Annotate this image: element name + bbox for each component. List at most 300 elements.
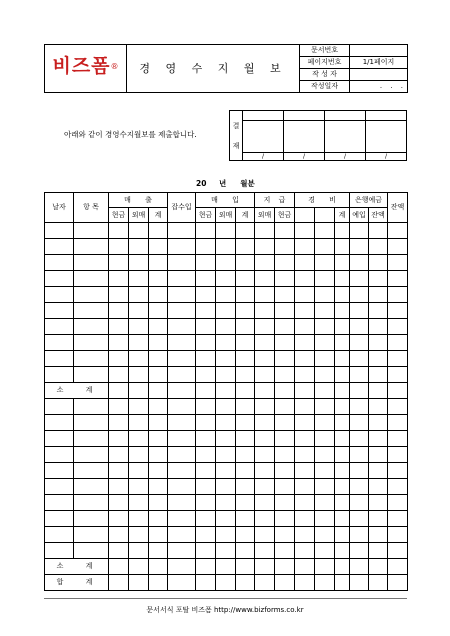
table-cell[interactable] bbox=[255, 431, 275, 447]
table-cell[interactable] bbox=[196, 255, 216, 271]
table-cell[interactable] bbox=[315, 367, 335, 383]
table-cell[interactable] bbox=[45, 415, 74, 431]
table-cell[interactable] bbox=[275, 303, 295, 319]
table-cell[interactable] bbox=[109, 367, 129, 383]
table-cell[interactable] bbox=[45, 463, 74, 479]
table-cell[interactable] bbox=[109, 223, 129, 239]
table-cell[interactable] bbox=[335, 447, 350, 463]
table-cell[interactable] bbox=[350, 319, 369, 335]
table-cell[interactable] bbox=[388, 223, 408, 239]
table-cell[interactable] bbox=[74, 287, 109, 303]
table-cell[interactable] bbox=[236, 287, 255, 303]
author-field[interactable] bbox=[350, 69, 408, 81]
table-cell[interactable] bbox=[388, 511, 408, 527]
table-cell[interactable] bbox=[255, 239, 275, 255]
table-cell[interactable] bbox=[45, 399, 74, 415]
table-cell[interactable] bbox=[388, 575, 408, 591]
table-cell[interactable] bbox=[388, 239, 408, 255]
table-cell[interactable] bbox=[45, 479, 74, 495]
table-cell[interactable] bbox=[388, 527, 408, 543]
table-cell[interactable] bbox=[149, 463, 168, 479]
table-cell[interactable] bbox=[196, 303, 216, 319]
table-cell[interactable] bbox=[255, 447, 275, 463]
table-cell[interactable] bbox=[236, 575, 255, 591]
table-cell[interactable] bbox=[388, 303, 408, 319]
table-cell[interactable] bbox=[196, 351, 216, 367]
table-cell[interactable] bbox=[388, 271, 408, 287]
table-cell[interactable] bbox=[129, 351, 149, 367]
table-cell[interactable] bbox=[149, 271, 168, 287]
table-cell[interactable] bbox=[295, 527, 315, 543]
table-cell[interactable] bbox=[74, 415, 109, 431]
doc-no-field[interactable] bbox=[350, 45, 408, 57]
table-cell[interactable] bbox=[74, 271, 109, 287]
table-cell[interactable] bbox=[350, 335, 369, 351]
table-cell[interactable] bbox=[369, 447, 388, 463]
table-cell[interactable] bbox=[295, 559, 315, 575]
table-cell[interactable] bbox=[129, 527, 149, 543]
table-cell[interactable] bbox=[149, 431, 168, 447]
table-cell[interactable] bbox=[74, 239, 109, 255]
table-cell[interactable] bbox=[196, 287, 216, 303]
table-cell[interactable] bbox=[255, 399, 275, 415]
table-cell[interactable] bbox=[236, 399, 255, 415]
table-cell[interactable] bbox=[315, 335, 335, 351]
table-cell[interactable] bbox=[74, 255, 109, 271]
table-cell[interactable] bbox=[45, 287, 74, 303]
table-cell[interactable] bbox=[388, 399, 408, 415]
table-cell[interactable] bbox=[295, 447, 315, 463]
table-cell[interactable] bbox=[196, 511, 216, 527]
table-cell[interactable] bbox=[350, 415, 369, 431]
table-cell[interactable] bbox=[350, 287, 369, 303]
table-cell[interactable] bbox=[216, 431, 236, 447]
approver-title-cell[interactable] bbox=[366, 111, 407, 121]
table-cell[interactable] bbox=[109, 271, 129, 287]
table-cell[interactable] bbox=[168, 479, 196, 495]
table-cell[interactable] bbox=[216, 255, 236, 271]
table-cell[interactable] bbox=[216, 559, 236, 575]
table-cell[interactable] bbox=[74, 335, 109, 351]
table-cell[interactable] bbox=[350, 239, 369, 255]
table-cell[interactable] bbox=[129, 319, 149, 335]
table-cell[interactable] bbox=[350, 431, 369, 447]
table-cell[interactable] bbox=[168, 543, 196, 559]
table-cell[interactable] bbox=[335, 367, 350, 383]
table-cell[interactable] bbox=[129, 255, 149, 271]
table-cell[interactable] bbox=[388, 367, 408, 383]
table-cell[interactable] bbox=[388, 479, 408, 495]
table-cell[interactable] bbox=[335, 495, 350, 511]
table-cell[interactable] bbox=[216, 271, 236, 287]
table-cell[interactable] bbox=[168, 575, 196, 591]
table-cell[interactable] bbox=[369, 271, 388, 287]
table-cell[interactable] bbox=[129, 543, 149, 559]
table-cell[interactable] bbox=[196, 319, 216, 335]
table-cell[interactable] bbox=[196, 335, 216, 351]
table-cell[interactable] bbox=[388, 559, 408, 575]
table-cell[interactable] bbox=[74, 511, 109, 527]
table-cell[interactable] bbox=[315, 431, 335, 447]
table-cell[interactable] bbox=[350, 495, 369, 511]
table-cell[interactable] bbox=[45, 351, 74, 367]
table-cell[interactable] bbox=[295, 319, 315, 335]
table-cell[interactable] bbox=[295, 271, 315, 287]
table-cell[interactable] bbox=[255, 527, 275, 543]
table-cell[interactable] bbox=[335, 575, 350, 591]
table-cell[interactable] bbox=[350, 543, 369, 559]
table-cell[interactable] bbox=[369, 479, 388, 495]
table-cell[interactable] bbox=[295, 383, 315, 399]
table-cell[interactable] bbox=[350, 511, 369, 527]
signature-cell[interactable] bbox=[284, 121, 325, 153]
table-cell[interactable] bbox=[369, 255, 388, 271]
table-cell[interactable] bbox=[216, 383, 236, 399]
table-cell[interactable] bbox=[196, 431, 216, 447]
table-cell[interactable] bbox=[168, 463, 196, 479]
table-cell[interactable] bbox=[388, 463, 408, 479]
table-cell[interactable] bbox=[369, 287, 388, 303]
table-cell[interactable] bbox=[315, 319, 335, 335]
table-cell[interactable] bbox=[388, 319, 408, 335]
table-cell[interactable] bbox=[149, 367, 168, 383]
table-cell[interactable] bbox=[369, 351, 388, 367]
table-cell[interactable] bbox=[74, 351, 109, 367]
table-cell[interactable] bbox=[295, 431, 315, 447]
table-cell[interactable] bbox=[129, 575, 149, 591]
table-cell[interactable] bbox=[255, 271, 275, 287]
table-cell[interactable] bbox=[216, 479, 236, 495]
table-cell[interactable] bbox=[275, 543, 295, 559]
table-cell[interactable] bbox=[149, 351, 168, 367]
table-cell[interactable] bbox=[335, 463, 350, 479]
table-cell[interactable] bbox=[149, 303, 168, 319]
table-cell[interactable] bbox=[236, 511, 255, 527]
table-cell[interactable] bbox=[335, 511, 350, 527]
table-cell[interactable] bbox=[335, 223, 350, 239]
table-cell[interactable] bbox=[350, 367, 369, 383]
table-cell[interactable] bbox=[129, 495, 149, 511]
table-cell[interactable] bbox=[388, 287, 408, 303]
table-cell[interactable] bbox=[74, 479, 109, 495]
table-cell[interactable] bbox=[149, 255, 168, 271]
table-cell[interactable] bbox=[149, 559, 168, 575]
table-cell[interactable] bbox=[369, 383, 388, 399]
table-cell[interactable] bbox=[129, 287, 149, 303]
table-cell[interactable] bbox=[255, 223, 275, 239]
table-cell[interactable] bbox=[45, 319, 74, 335]
table-cell[interactable] bbox=[168, 335, 196, 351]
table-cell[interactable] bbox=[196, 527, 216, 543]
table-cell[interactable] bbox=[45, 543, 74, 559]
table-cell[interactable] bbox=[369, 559, 388, 575]
table-cell[interactable] bbox=[335, 399, 350, 415]
table-cell[interactable] bbox=[255, 303, 275, 319]
table-cell[interactable] bbox=[45, 335, 74, 351]
table-cell[interactable] bbox=[196, 271, 216, 287]
approver-title-cell[interactable] bbox=[325, 111, 366, 121]
table-cell[interactable] bbox=[369, 527, 388, 543]
table-cell[interactable] bbox=[315, 463, 335, 479]
table-cell[interactable] bbox=[149, 287, 168, 303]
table-cell[interactable] bbox=[45, 367, 74, 383]
table-cell[interactable] bbox=[369, 543, 388, 559]
table-cell[interactable] bbox=[275, 287, 295, 303]
table-cell[interactable] bbox=[315, 255, 335, 271]
table-cell[interactable] bbox=[109, 511, 129, 527]
table-cell[interactable] bbox=[335, 287, 350, 303]
table-cell[interactable] bbox=[236, 527, 255, 543]
table-cell[interactable] bbox=[295, 351, 315, 367]
table-cell[interactable] bbox=[129, 303, 149, 319]
table-cell[interactable] bbox=[350, 383, 369, 399]
table-cell[interactable] bbox=[149, 527, 168, 543]
table-cell[interactable] bbox=[236, 383, 255, 399]
table-cell[interactable] bbox=[216, 223, 236, 239]
table-cell[interactable] bbox=[369, 415, 388, 431]
table-cell[interactable] bbox=[109, 447, 129, 463]
table-cell[interactable] bbox=[216, 367, 236, 383]
table-cell[interactable] bbox=[109, 303, 129, 319]
table-cell[interactable] bbox=[255, 415, 275, 431]
table-cell[interactable] bbox=[109, 255, 129, 271]
signature-cell[interactable] bbox=[366, 121, 407, 153]
table-cell[interactable] bbox=[196, 463, 216, 479]
table-cell[interactable] bbox=[315, 239, 335, 255]
table-cell[interactable] bbox=[369, 239, 388, 255]
table-cell[interactable] bbox=[216, 495, 236, 511]
table-cell[interactable] bbox=[315, 271, 335, 287]
table-cell[interactable] bbox=[196, 399, 216, 415]
table-cell[interactable] bbox=[275, 447, 295, 463]
table-cell[interactable] bbox=[295, 543, 315, 559]
table-cell[interactable] bbox=[168, 255, 196, 271]
table-cell[interactable] bbox=[275, 415, 295, 431]
table-cell[interactable] bbox=[196, 575, 216, 591]
table-cell[interactable] bbox=[275, 479, 295, 495]
table-cell[interactable] bbox=[350, 399, 369, 415]
table-cell[interactable] bbox=[335, 431, 350, 447]
table-cell[interactable] bbox=[295, 255, 315, 271]
table-cell[interactable] bbox=[74, 463, 109, 479]
table-cell[interactable] bbox=[236, 255, 255, 271]
page-no-field[interactable]: 1/1페이지 bbox=[350, 57, 408, 69]
table-cell[interactable] bbox=[255, 367, 275, 383]
table-cell[interactable] bbox=[149, 239, 168, 255]
table-cell[interactable] bbox=[350, 351, 369, 367]
table-cell[interactable] bbox=[315, 527, 335, 543]
table-cell[interactable] bbox=[216, 399, 236, 415]
table-cell[interactable] bbox=[369, 335, 388, 351]
table-cell[interactable] bbox=[275, 383, 295, 399]
table-cell[interactable] bbox=[369, 575, 388, 591]
table-cell[interactable] bbox=[350, 255, 369, 271]
table-cell[interactable] bbox=[275, 255, 295, 271]
table-cell[interactable] bbox=[149, 415, 168, 431]
table-cell[interactable] bbox=[236, 431, 255, 447]
table-cell[interactable] bbox=[236, 447, 255, 463]
table-cell[interactable] bbox=[236, 239, 255, 255]
table-cell[interactable] bbox=[350, 223, 369, 239]
date-field[interactable]: . . . bbox=[350, 81, 408, 93]
table-cell[interactable] bbox=[129, 399, 149, 415]
table-cell[interactable] bbox=[275, 399, 295, 415]
table-cell[interactable] bbox=[196, 415, 216, 431]
table-cell[interactable] bbox=[315, 447, 335, 463]
table-cell[interactable] bbox=[388, 495, 408, 511]
table-cell[interactable] bbox=[45, 255, 74, 271]
table-cell[interactable] bbox=[109, 287, 129, 303]
table-cell[interactable] bbox=[109, 383, 129, 399]
table-cell[interactable] bbox=[236, 415, 255, 431]
table-cell[interactable] bbox=[369, 463, 388, 479]
table-cell[interactable] bbox=[196, 223, 216, 239]
table-cell[interactable] bbox=[129, 223, 149, 239]
table-cell[interactable] bbox=[45, 431, 74, 447]
table-cell[interactable] bbox=[168, 367, 196, 383]
table-cell[interactable] bbox=[369, 319, 388, 335]
table-cell[interactable] bbox=[129, 479, 149, 495]
table-cell[interactable] bbox=[109, 351, 129, 367]
table-cell[interactable] bbox=[149, 575, 168, 591]
table-cell[interactable] bbox=[129, 447, 149, 463]
table-cell[interactable] bbox=[149, 479, 168, 495]
table-cell[interactable] bbox=[295, 223, 315, 239]
table-cell[interactable] bbox=[350, 575, 369, 591]
table-cell[interactable] bbox=[149, 447, 168, 463]
table-cell[interactable] bbox=[335, 527, 350, 543]
table-cell[interactable] bbox=[216, 415, 236, 431]
table-cell[interactable] bbox=[236, 479, 255, 495]
table-cell[interactable] bbox=[388, 447, 408, 463]
table-cell[interactable] bbox=[196, 543, 216, 559]
table-cell[interactable] bbox=[275, 559, 295, 575]
table-cell[interactable] bbox=[369, 399, 388, 415]
table-cell[interactable] bbox=[168, 287, 196, 303]
approver-title-cell[interactable] bbox=[243, 111, 284, 121]
table-cell[interactable] bbox=[109, 415, 129, 431]
signature-cell[interactable] bbox=[325, 121, 366, 153]
table-cell[interactable] bbox=[255, 287, 275, 303]
table-cell[interactable] bbox=[109, 575, 129, 591]
table-cell[interactable] bbox=[149, 319, 168, 335]
table-cell[interactable] bbox=[350, 447, 369, 463]
table-cell[interactable] bbox=[74, 495, 109, 511]
table-cell[interactable] bbox=[255, 319, 275, 335]
table-cell[interactable] bbox=[295, 399, 315, 415]
table-cell[interactable] bbox=[369, 495, 388, 511]
table-cell[interactable] bbox=[255, 351, 275, 367]
table-cell[interactable] bbox=[350, 271, 369, 287]
table-cell[interactable] bbox=[350, 527, 369, 543]
table-cell[interactable] bbox=[45, 511, 74, 527]
table-cell[interactable] bbox=[216, 351, 236, 367]
table-cell[interactable] bbox=[74, 367, 109, 383]
table-cell[interactable] bbox=[275, 527, 295, 543]
table-cell[interactable] bbox=[236, 335, 255, 351]
table-cell[interactable] bbox=[129, 335, 149, 351]
table-cell[interactable] bbox=[315, 383, 335, 399]
table-cell[interactable] bbox=[149, 495, 168, 511]
table-cell[interactable] bbox=[109, 495, 129, 511]
table-cell[interactable] bbox=[295, 367, 315, 383]
table-cell[interactable] bbox=[236, 367, 255, 383]
table-cell[interactable] bbox=[168, 303, 196, 319]
table-cell[interactable] bbox=[236, 271, 255, 287]
table-cell[interactable] bbox=[275, 271, 295, 287]
approval-date-cell[interactable]: / bbox=[325, 153, 366, 161]
table-cell[interactable] bbox=[129, 415, 149, 431]
table-cell[interactable] bbox=[350, 479, 369, 495]
table-cell[interactable] bbox=[295, 495, 315, 511]
table-cell[interactable] bbox=[149, 335, 168, 351]
table-cell[interactable] bbox=[315, 223, 335, 239]
table-cell[interactable] bbox=[168, 383, 196, 399]
table-cell[interactable] bbox=[275, 367, 295, 383]
table-cell[interactable] bbox=[168, 319, 196, 335]
table-cell[interactable] bbox=[388, 543, 408, 559]
table-cell[interactable] bbox=[45, 223, 74, 239]
table-cell[interactable] bbox=[45, 239, 74, 255]
table-cell[interactable] bbox=[350, 463, 369, 479]
table-cell[interactable] bbox=[216, 447, 236, 463]
table-cell[interactable] bbox=[255, 255, 275, 271]
table-cell[interactable] bbox=[315, 543, 335, 559]
table-cell[interactable] bbox=[216, 239, 236, 255]
table-cell[interactable] bbox=[216, 287, 236, 303]
table-cell[interactable] bbox=[295, 511, 315, 527]
table-cell[interactable] bbox=[236, 495, 255, 511]
table-cell[interactable] bbox=[255, 559, 275, 575]
table-cell[interactable] bbox=[295, 239, 315, 255]
table-cell[interactable] bbox=[216, 543, 236, 559]
table-cell[interactable] bbox=[168, 447, 196, 463]
table-cell[interactable] bbox=[129, 271, 149, 287]
table-cell[interactable] bbox=[255, 463, 275, 479]
table-cell[interactable] bbox=[388, 335, 408, 351]
table-cell[interactable] bbox=[369, 303, 388, 319]
table-cell[interactable] bbox=[216, 511, 236, 527]
table-cell[interactable] bbox=[74, 447, 109, 463]
table-cell[interactable] bbox=[149, 399, 168, 415]
table-cell[interactable] bbox=[149, 223, 168, 239]
table-cell[interactable] bbox=[255, 479, 275, 495]
table-cell[interactable] bbox=[255, 543, 275, 559]
table-cell[interactable] bbox=[369, 511, 388, 527]
table-cell[interactable] bbox=[275, 351, 295, 367]
table-cell[interactable] bbox=[196, 447, 216, 463]
table-cell[interactable] bbox=[129, 383, 149, 399]
table-cell[interactable] bbox=[129, 431, 149, 447]
table-cell[interactable] bbox=[335, 559, 350, 575]
table-cell[interactable] bbox=[335, 319, 350, 335]
table-cell[interactable] bbox=[168, 495, 196, 511]
table-cell[interactable] bbox=[109, 399, 129, 415]
table-cell[interactable] bbox=[168, 239, 196, 255]
table-cell[interactable] bbox=[388, 415, 408, 431]
table-cell[interactable] bbox=[196, 479, 216, 495]
table-cell[interactable] bbox=[236, 543, 255, 559]
approval-date-cell[interactable]: / bbox=[284, 153, 325, 161]
table-cell[interactable] bbox=[369, 223, 388, 239]
table-cell[interactable] bbox=[129, 239, 149, 255]
table-cell[interactable] bbox=[74, 303, 109, 319]
table-cell[interactable] bbox=[295, 335, 315, 351]
table-cell[interactable] bbox=[236, 463, 255, 479]
table-cell[interactable] bbox=[109, 479, 129, 495]
table-cell[interactable] bbox=[168, 415, 196, 431]
table-cell[interactable] bbox=[196, 495, 216, 511]
